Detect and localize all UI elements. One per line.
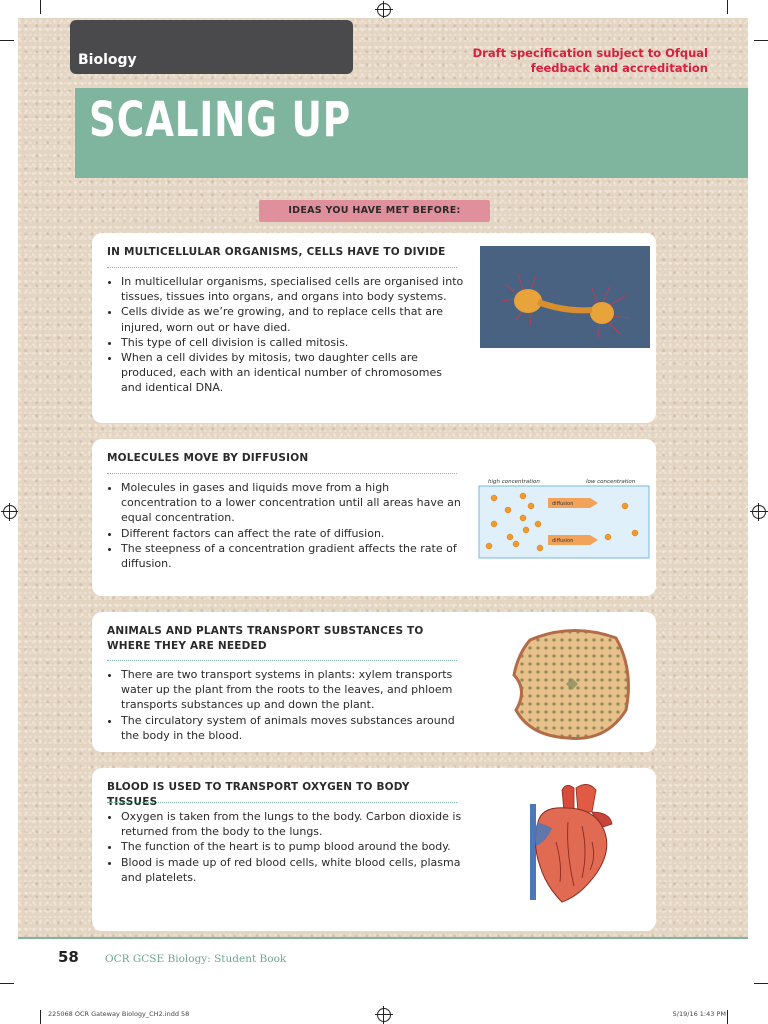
diffusion-arrow-label: diffusion bbox=[552, 501, 574, 507]
draft-line-2: feedback and accreditation bbox=[530, 61, 708, 75]
registration-mark-icon bbox=[752, 505, 766, 519]
crop-mark bbox=[727, 1010, 728, 1024]
heading-rule bbox=[107, 660, 457, 661]
page-title: SCALING UP bbox=[89, 92, 351, 148]
low-concentration-label: low concentration bbox=[586, 479, 636, 485]
section-card-blood bbox=[92, 768, 656, 931]
subject-tab bbox=[70, 20, 353, 74]
stem-cross-section-image bbox=[510, 620, 636, 744]
crop-mark bbox=[754, 983, 768, 984]
title-banner bbox=[75, 88, 748, 178]
registration-mark-icon bbox=[377, 1008, 391, 1022]
list-item: • Cells divide as we’re growing, and to replace cells that are injured, worn out or have died. bbox=[121, 304, 466, 334]
list-item: • In multicellular organisms, specialised cells are organised into tissues, tissues into organs, and organs into body systems. bbox=[121, 274, 466, 304]
list-item: • Different factors can affect the rate of diffusion. bbox=[121, 526, 466, 541]
heart-illustration bbox=[522, 782, 618, 906]
crop-mark bbox=[0, 40, 14, 41]
list-item: • This type of cell division is called mitosis. bbox=[121, 335, 466, 350]
print-slug-date: 5/19/16 1:43 PM bbox=[672, 1010, 726, 1018]
list-item: • The circulatory system of animals moves substances around the body in the blood. bbox=[121, 713, 466, 743]
draft-notice bbox=[418, 46, 708, 76]
section-card-transport bbox=[92, 612, 656, 752]
bullet-list bbox=[107, 480, 466, 571]
list-item: • Molecules in gases and liquids move from a high concentration to a lower concentration until all areas have an equal concentration. bbox=[121, 480, 466, 526]
list-item: • There are two transport systems in plants: xylem transports water up the plant from the roots to the leaves, and phloem transports substances up and down the plant. bbox=[121, 667, 466, 713]
heading-rule bbox=[107, 802, 457, 803]
registration-mark-icon bbox=[3, 505, 17, 519]
section-heading: IN MULTICELLULAR ORGANISMS, CELLS HAVE TO DIVIDE bbox=[107, 246, 446, 258]
heading-rule bbox=[107, 267, 457, 268]
crop-mark bbox=[0, 983, 14, 984]
section-heading: MOLECULES MOVE BY DIFFUSION bbox=[107, 452, 309, 464]
ideas-label: IDEAS YOU HAVE MET BEFORE: bbox=[259, 200, 490, 222]
diffusion-diagram bbox=[478, 474, 650, 560]
list-item: • Oxygen is taken from the lungs to the body. Carbon dioxide is returned from the body to the lungs. bbox=[121, 809, 466, 839]
draft-line-1: Draft specification subject to Ofqual bbox=[472, 46, 708, 60]
heading-rule bbox=[107, 473, 457, 474]
list-item: • Blood is made up of red blood cells, white blood cells, plasma and platelets. bbox=[121, 855, 466, 885]
section-card-diffusion bbox=[92, 439, 656, 596]
crop-mark bbox=[40, 0, 41, 14]
print-slug-file: 225068 OCR Gateway Biology_CH2.indd 58 bbox=[48, 1010, 190, 1018]
list-item: • When a cell divides by mitosis, two daughter cells are produced, each with an identical number of chromosomes and identical DNA. bbox=[121, 350, 466, 396]
footer-rule bbox=[18, 937, 748, 939]
bullet-list bbox=[107, 667, 466, 743]
book-title: OCR GCSE Biology: Student Book bbox=[105, 953, 287, 965]
section-card-cell-division bbox=[92, 233, 656, 423]
crop-mark bbox=[754, 40, 768, 41]
registration-mark-icon bbox=[377, 3, 391, 17]
high-concentration-label: high concentration bbox=[488, 479, 540, 485]
section-heading: BLOOD IS USED TO TRANSPORT OXYGEN TO BODY TISSUES bbox=[107, 781, 410, 808]
crop-mark bbox=[40, 1010, 41, 1024]
diffusion-arrow-label: diffusion bbox=[552, 538, 574, 544]
dividing-cell-image bbox=[480, 246, 650, 348]
bullet-list bbox=[107, 274, 466, 396]
page-number: 58 bbox=[58, 948, 79, 966]
section-heading: ANIMALS AND PLANTS TRANSPORT SUBSTANCES TO WHERE THEY ARE NEEDED bbox=[107, 625, 424, 652]
crop-mark bbox=[727, 0, 728, 14]
list-item: • The function of the heart is to pump blood around the body. bbox=[121, 839, 466, 854]
bullet-list bbox=[107, 809, 466, 885]
list-item: • The steepness of a concentration gradient affects the rate of diffusion. bbox=[121, 541, 466, 571]
subject-label: Biology bbox=[78, 52, 137, 68]
